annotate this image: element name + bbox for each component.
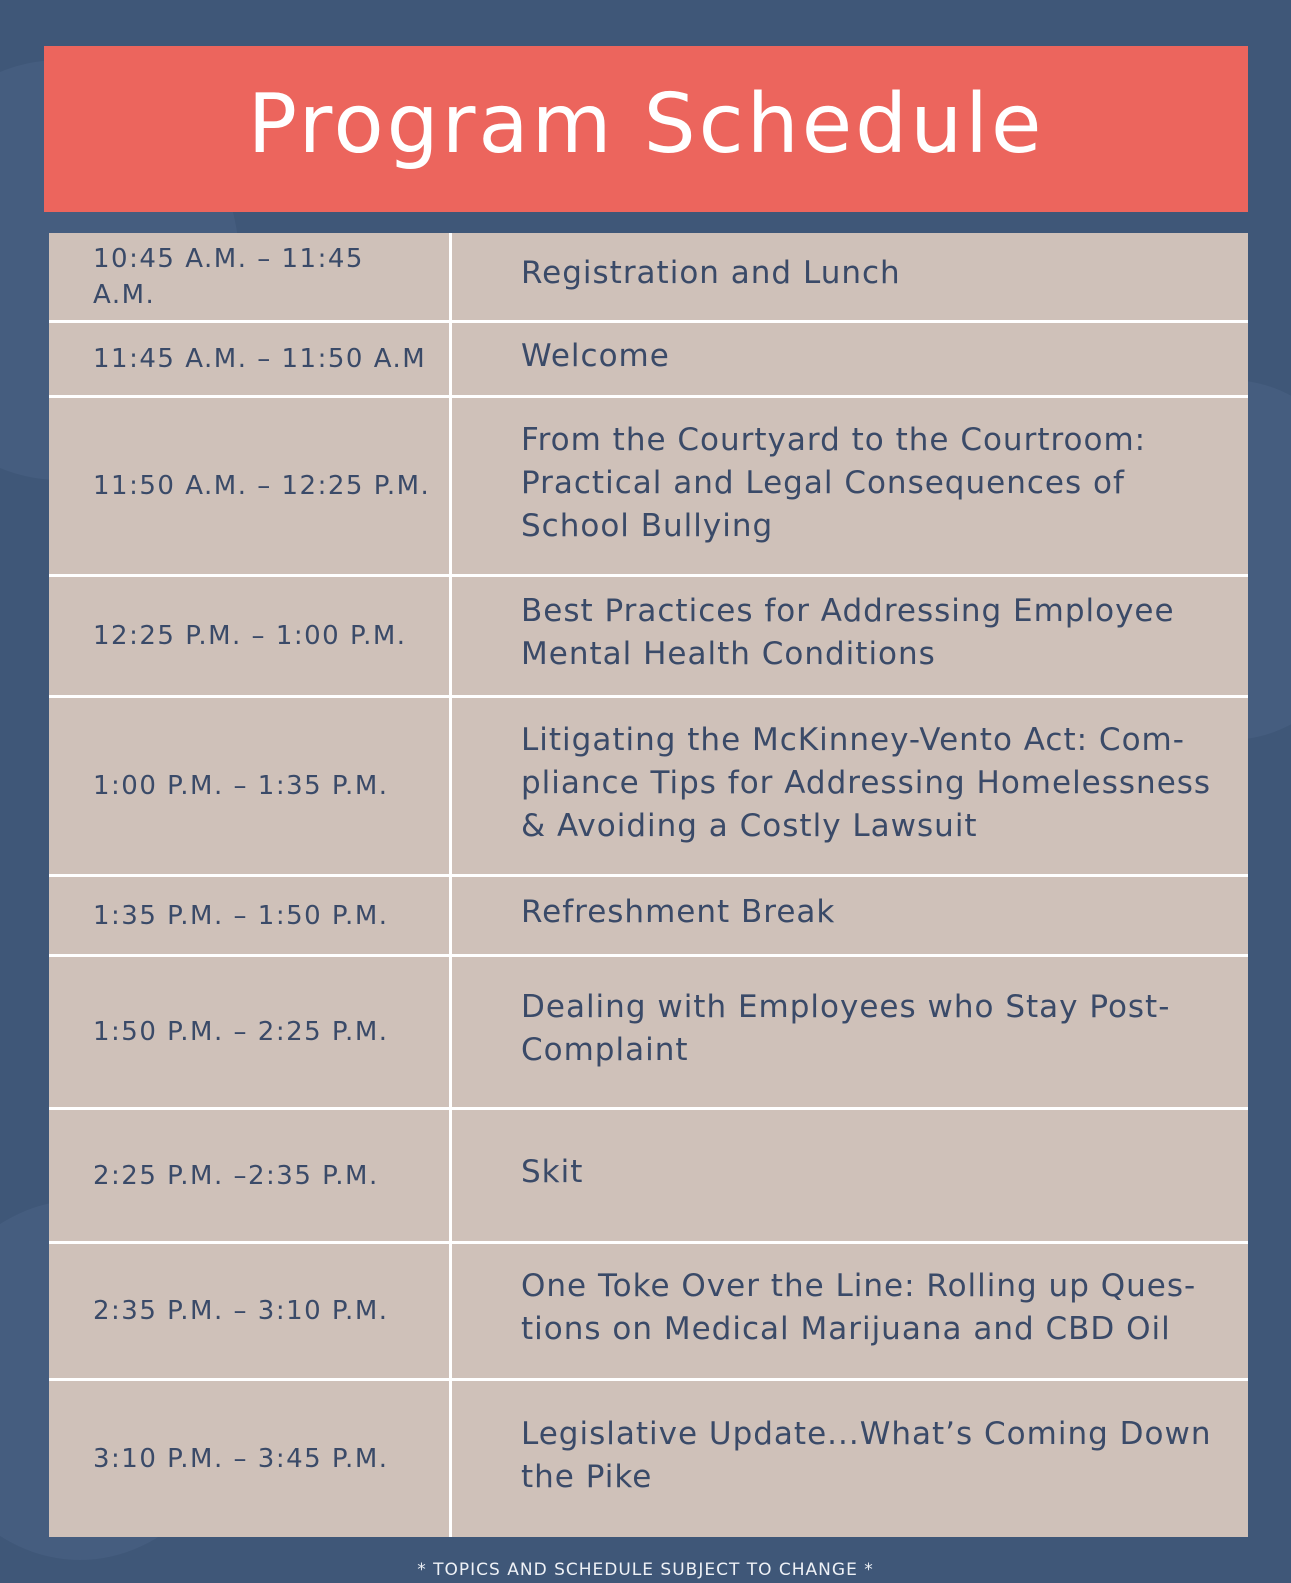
schedule-row: [49, 1244, 1248, 1378]
time-cell: [49, 233, 449, 320]
disclaimer-footer: * TOPICS AND SCHEDULE SUBJECT TO CHANGE *: [417, 1560, 874, 1580]
session-topic: Legislative Update...What’s Coming Down the Pike: [521, 1416, 1212, 1495]
time-cell: [49, 877, 449, 954]
topic-cell: [452, 233, 1248, 320]
topic-cell: [452, 877, 1248, 954]
session-topic: Best Practices for Addressing Employee Mental Health Conditions: [521, 593, 1175, 672]
session-topic: One Toke Over the Line: Rolling up Ques-tions on Medical Marijuana and CBD Oil: [521, 1268, 1197, 1347]
time-cell: [49, 1244, 449, 1378]
topic-cell: [452, 957, 1248, 1107]
time-slot: 2:25 P.M. –2:35 P.M.: [93, 1160, 379, 1191]
time-cell: [49, 698, 449, 874]
time-cell: [49, 1110, 449, 1241]
topic-cell: [452, 323, 1248, 395]
time-slot: 1:35 P.M. – 1:50 P.M.: [93, 900, 389, 931]
time-slot: 1:50 P.M. – 2:25 P.M.: [93, 1017, 389, 1047]
schedule-row: [49, 698, 1248, 874]
schedule-row: [49, 323, 1248, 395]
topic-cell: [452, 1110, 1248, 1241]
topic-cell: [452, 398, 1248, 574]
schedule-row: [49, 577, 1248, 695]
topic-cell: [452, 577, 1248, 695]
schedule-row: [49, 233, 1248, 320]
time-slot: 3:10 P.M. – 3:45 P.M.: [93, 1444, 389, 1474]
time-slot: 12:25 P.M. – 1:00 P.M.: [93, 621, 407, 651]
schedule-row: [49, 1381, 1248, 1537]
time-cell: [49, 957, 449, 1107]
time-cell: [49, 1381, 449, 1537]
topic-cell: [452, 1381, 1248, 1537]
session-topic: Litigating the McKinney-Vento Act: Com-pliance Tips for Addressing Homelessness & Avoiding a Costly Lawsuit: [521, 721, 1212, 844]
time-slot: 11:45 A.M. – 11:50 A.M: [93, 344, 427, 374]
schedule-row: [49, 877, 1248, 954]
time-cell: [49, 577, 449, 695]
title-banner: [44, 46, 1248, 212]
session-topic: Dealing with Employees who Stay Post-Complaint: [521, 989, 1171, 1068]
schedule-table: [49, 233, 1248, 1537]
time-slot: 1:00 P.M. – 1:35 P.M.: [93, 771, 389, 801]
schedule-row: [49, 957, 1248, 1107]
session-topic: Skit: [521, 1154, 584, 1190]
page-title: Program Schedule: [247, 76, 1045, 172]
topic-cell: [452, 1244, 1248, 1378]
session-topic: Registration and Lunch: [521, 255, 901, 291]
time-slot: 11:50 A.M. – 12:25 P.M.: [93, 471, 431, 501]
session-topic: Welcome: [521, 337, 670, 374]
session-topic: From the Courtyard to the Courtroom: Practical and Legal Consequences of School Bullying: [521, 421, 1147, 544]
topic-cell: [452, 698, 1248, 874]
schedule-row: [49, 398, 1248, 574]
time-cell: [49, 398, 449, 574]
time-cell: [49, 323, 449, 395]
time-slot: 10:45 A.M. – 11:45 A.M.: [93, 243, 364, 310]
time-slot: 2:35 P.M. – 3:10 P.M.: [93, 1296, 389, 1326]
session-topic: Refreshment Break: [521, 894, 836, 930]
schedule-row: [49, 1110, 1248, 1241]
